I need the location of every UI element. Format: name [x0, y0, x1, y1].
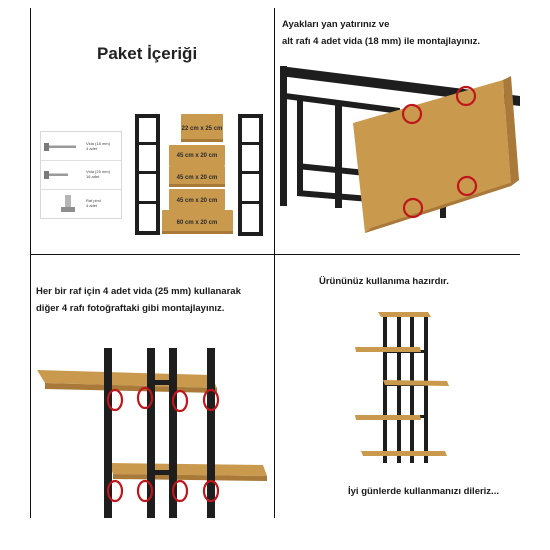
finished-shelves: [355, 312, 449, 456]
step-2-line-1: Her bir raf için 4 adet vida (25 mm) kullanarak: [36, 286, 241, 297]
panel-package-contents: [31, 8, 274, 254]
part-label: Raf pimi 4 adet: [86, 198, 101, 208]
page-title: Paket İçeriği: [97, 44, 198, 63]
side-frame-right: [238, 114, 263, 236]
bottom-shelf-board: [353, 76, 519, 233]
step-2-line-2: diğer 4 rafı fotoğraftaki gibi montajlayınız.: [36, 303, 225, 314]
step-1-line-1: Ayakları yan yatırınız ve: [282, 19, 390, 30]
step-1-illustration: [275, 8, 520, 254]
package-illustration: [31, 8, 274, 254]
panel-finished: [275, 255, 520, 518]
panel-step-1: [275, 8, 520, 254]
board-label: 45 cm x 20 cm: [176, 198, 218, 204]
finished-shelf-illustration: [275, 255, 520, 518]
finished-frame: [383, 313, 428, 463]
step-1-line-2: alt rafı 4 adet vida (18 mm) ile montajlayınız.: [282, 36, 480, 47]
step-2-illustration: [31, 255, 274, 518]
board-label: 22 cm x 25 cm: [181, 126, 223, 132]
board-label: 45 cm x 20 cm: [176, 175, 218, 181]
part-label: Vida (25 mm) 16 adet: [86, 169, 110, 179]
side-frame-left: [135, 114, 160, 235]
board-stack: [162, 114, 233, 234]
closing-message: İyi günlerde kullanmanızı dileriz...: [348, 486, 499, 497]
board-label: 45 cm x 20 cm: [176, 153, 218, 159]
panel-step-2: [31, 255, 274, 518]
upper-shelf: [37, 370, 217, 393]
finished-heading: Ürününüz kullanıma hazırdır.: [319, 276, 449, 287]
lower-shelf: [109, 463, 267, 481]
part-label: Vida (18 mm) 4 adet: [86, 141, 110, 151]
board-label: 60 cm x 20 cm: [176, 220, 218, 226]
